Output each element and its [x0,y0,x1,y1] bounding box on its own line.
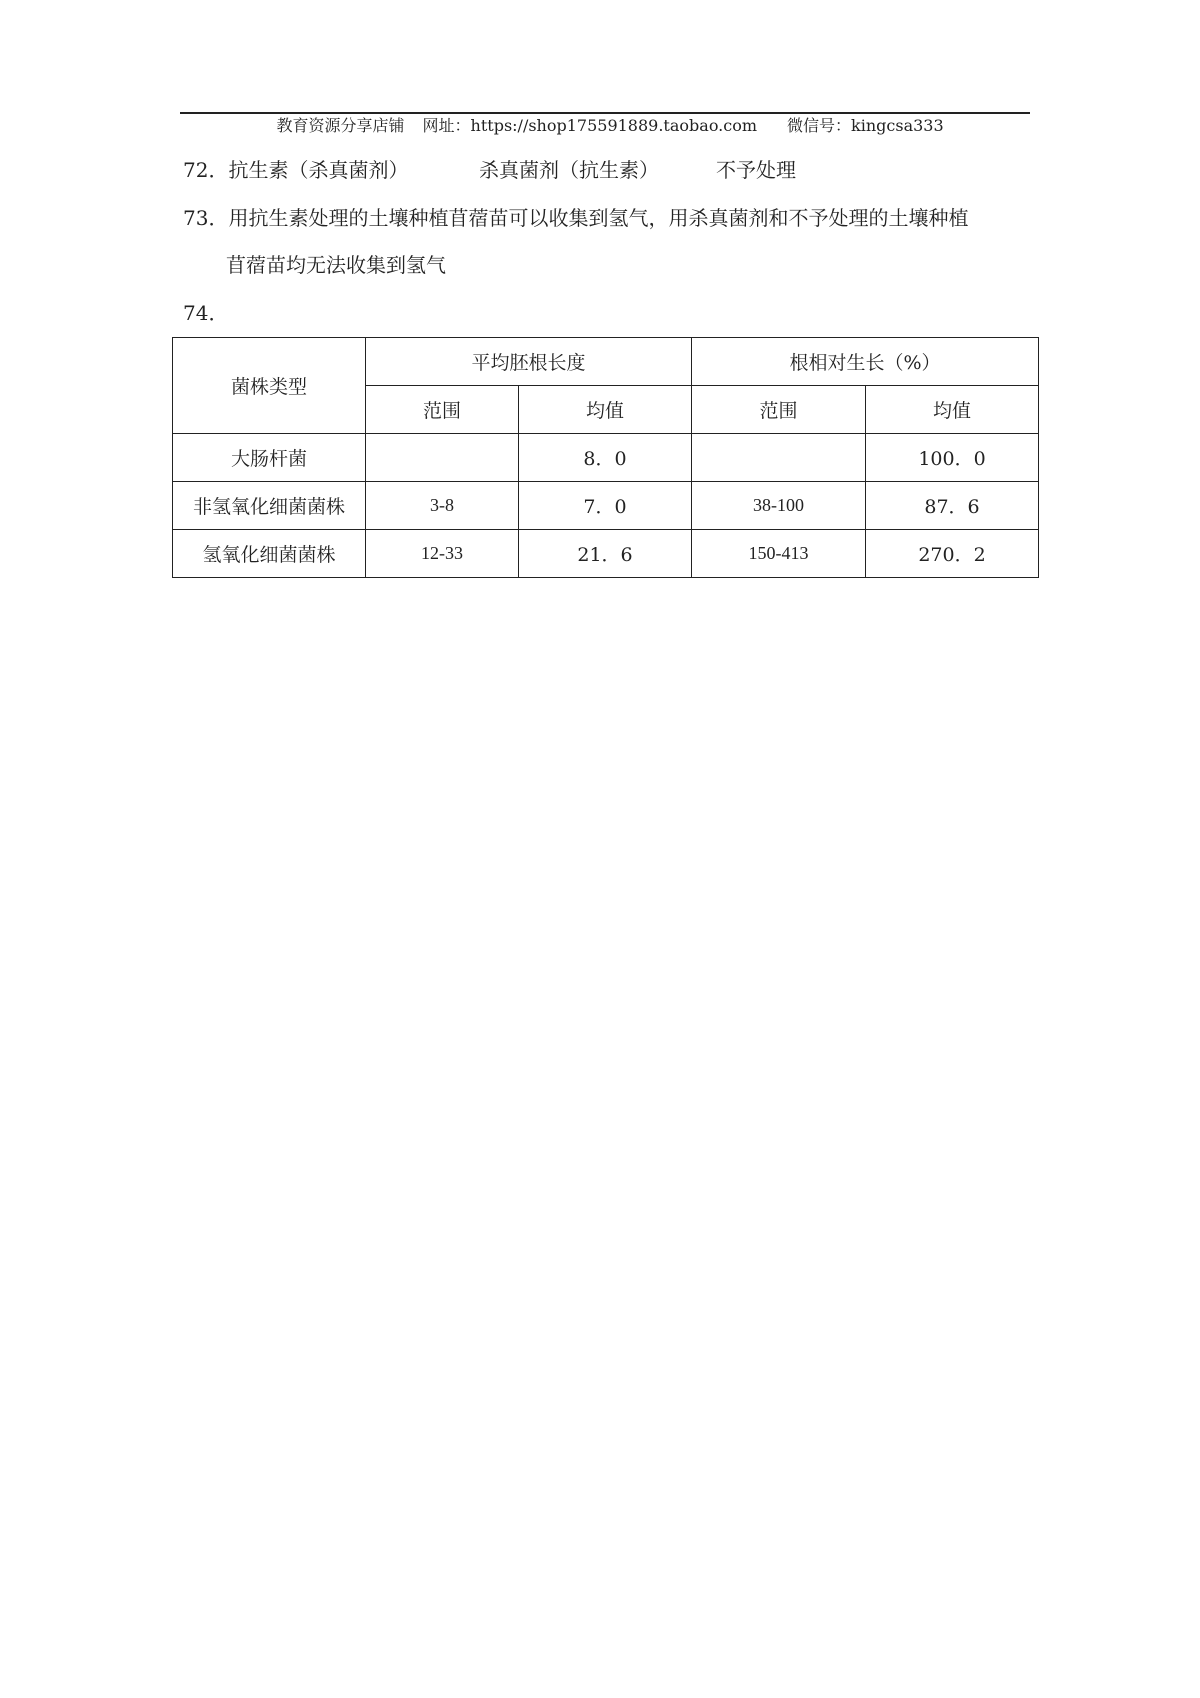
table-row [173,482,1039,530]
answer-72-part-2: 杀真菌剂（抗生素） [479,158,659,182]
growth-range-header: 范围 [692,386,866,434]
relative-root-growth-header: 根相对生长（%） [692,338,1039,386]
growth-range-cell [692,434,866,482]
answer-72 [183,156,796,184]
table-header-row [173,338,1039,386]
table-row [173,434,1039,482]
length-range-header: 范围 [366,386,519,434]
header-wechat-id: kingcsa333 [851,116,944,135]
answer-73 [183,204,968,232]
answer-74-number: 74． [183,301,229,325]
answer-73-line-1: 用抗生素处理的土壤种植苜蓿苗可以收集到氢气，用杀真菌剂和不予处理的土壤种植 [228,206,969,230]
answer-72-part-3: 不予处理 [716,158,796,182]
header-url: https://shop175591889.taobao.com [470,116,758,135]
answer-72-part-1: 抗生素（杀真菌剂） [228,158,409,182]
page-header [180,84,1030,135]
growth-mean-header: 均值 [866,386,1039,434]
answer-72-number: 72． [183,158,229,182]
header-wechat-label: 微信号： [787,116,852,135]
length-mean-header: 均值 [519,386,692,434]
table-row [173,530,1039,578]
growth-mean-cell: 100．0 [866,434,1039,482]
strain-cell: 氢氧化细菌菌株 [173,530,366,578]
mean-radicle-length-header: 平均胚根长度 [366,338,692,386]
answer-73-number: 73． [183,206,229,230]
answer-73-line-2: 苜蓿苗均无法收集到氢气 [226,253,446,277]
growth-range-cell: 38-100 [692,482,866,530]
results-table [172,337,1039,578]
strain-cell: 大肠杆菌 [173,434,366,482]
strain-type-header: 菌株类型 [173,338,366,434]
header-url-label: 网址： [422,116,471,135]
length-range-cell [366,434,519,482]
length-mean-cell: 7．0 [519,482,692,530]
length-mean-cell: 21．6 [519,530,692,578]
length-mean-cell: 8．0 [519,434,692,482]
header-shop-name: 教育资源分享店铺 [276,116,405,135]
length-range-cell: 3-8 [366,482,519,530]
growth-mean-cell: 270．2 [866,530,1039,578]
growth-range-cell: 150-413 [692,530,866,578]
length-range-cell: 12-33 [366,530,519,578]
growth-mean-cell: 87．6 [866,482,1039,530]
strain-cell: 非氢氧化细菌菌株 [173,482,366,530]
